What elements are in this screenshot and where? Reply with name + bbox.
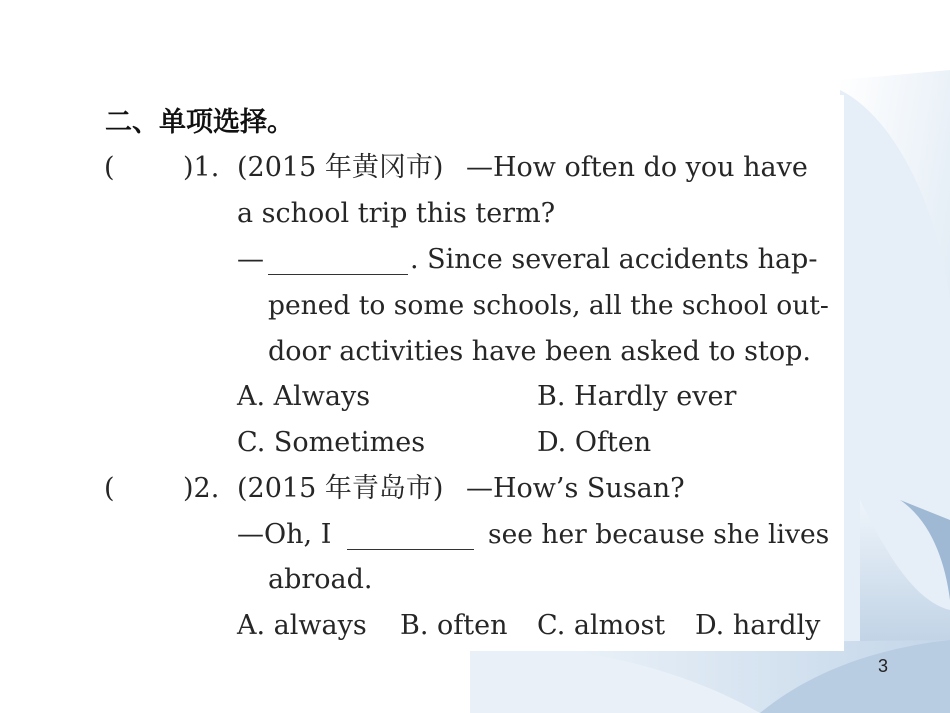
q2-option-c: C. almost <box>537 610 666 641</box>
q1-option-a: A. Always <box>237 381 371 412</box>
q2-answer-paren: ( <box>104 473 115 504</box>
q1-answer-prefix: — <box>237 244 264 275</box>
q2-option-d: D. hardly <box>695 610 821 641</box>
q1-source: (2015 年黄冈市) <box>237 152 444 183</box>
q2-number: )2. <box>183 473 220 504</box>
q2-answer-prefix: —Oh, I <box>237 519 332 550</box>
q1-option-b: B. Hardly ever <box>537 381 737 412</box>
section-title: 二、单项选择。 <box>105 107 294 138</box>
q1-option-d: D. Often <box>537 427 652 458</box>
q1-line1: —How often do you have <box>466 152 808 183</box>
q2-line2: see her because she lives <box>488 519 830 550</box>
q1-answer-paren: ( <box>104 152 115 183</box>
q1-line3: . Since several accidents hap- <box>410 244 818 275</box>
q1-line5: door activities have been asked to stop. <box>268 336 811 367</box>
q1-line2: a school trip this term? <box>237 198 556 229</box>
q1-number: )1. <box>183 152 220 183</box>
q2-option-a: A. always <box>237 610 367 641</box>
q1-line4: pened to some schools, all the school out- <box>268 290 829 321</box>
q1-option-c: C. Sometimes <box>237 427 426 458</box>
q2-line3: abroad. <box>268 564 373 595</box>
page-number: 3 <box>878 656 889 676</box>
q1-blank <box>268 252 408 275</box>
q2-source: (2015 年青岛市) <box>237 473 444 504</box>
q2-blank <box>347 527 474 550</box>
q2-line1: —How’s Susan? <box>466 473 685 504</box>
q2-option-b: B. often <box>400 610 508 641</box>
